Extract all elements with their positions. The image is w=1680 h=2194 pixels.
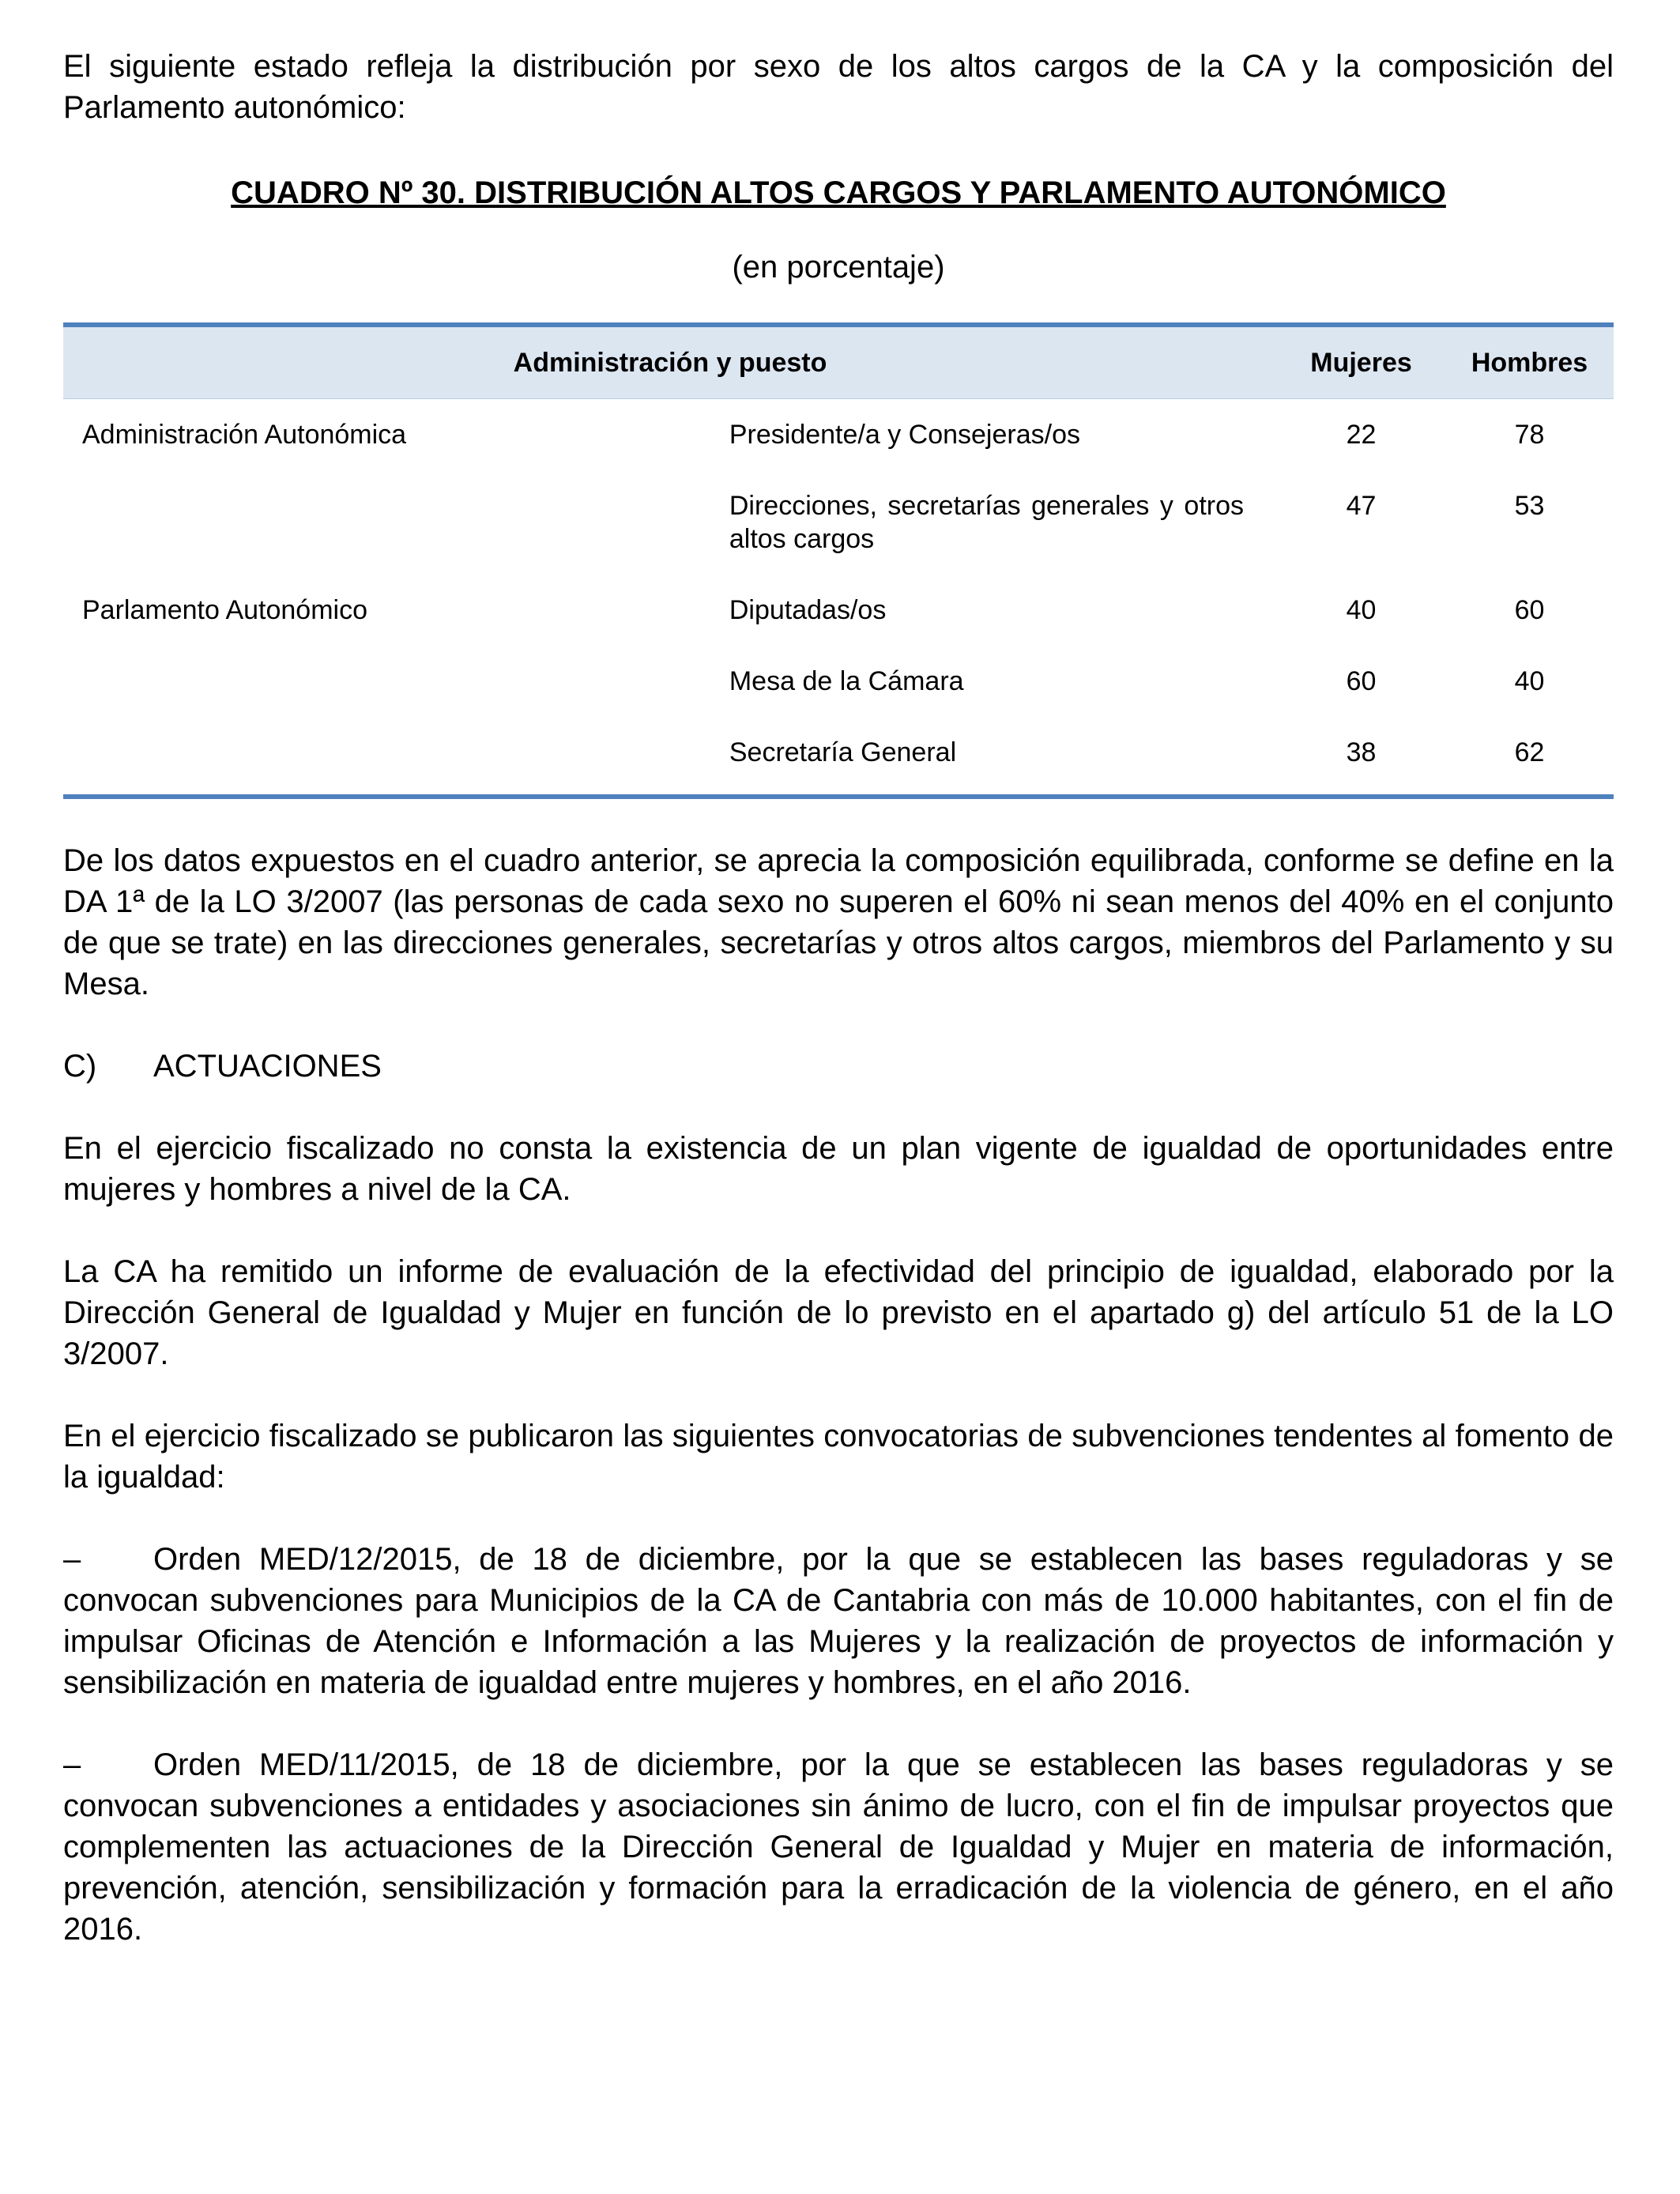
cell-hombres: 60 <box>1514 595 1545 625</box>
cell-mujeres: 60 <box>1346 666 1377 696</box>
list-item <box>63 1744 1614 1950</box>
table-row <box>63 470 1614 575</box>
section-label: C) <box>63 1049 97 1084</box>
list-item-text: Orden MED/11/2015, de 18 de diciembre, por la que se establecen las bases reguladoras y se convocan subvenciones a entidades y asociaciones sin ánimo de lucro, con el fin de impulsar proyectos que complementen las actuaciones de la Dirección General de Igualdad y Mujer en materia de información, prevención, atención, sensibilización y formación para la erradicación de la violencia de género, en el año 2016. <box>63 1747 1614 1947</box>
distribution-table <box>63 322 1614 799</box>
table-row <box>63 717 1614 797</box>
table-row <box>63 399 1614 471</box>
intro-paragraph: El siguiente estado refleja la distribución por sexo de los altos cargos de la CA y la composición del Parlamento autonómico: <box>63 49 1614 125</box>
list-item <box>63 1539 1614 1703</box>
cell-puesto: Presidente/a y Consejeras/os <box>729 420 1080 450</box>
cell-puesto: Diputadas/os <box>729 595 887 625</box>
table-header-row <box>63 325 1614 399</box>
section-title: ACTUACIONES <box>153 1049 382 1084</box>
analysis-paragraph: De los datos expuestos en el cuadro anterior, se aprecia la composición equilibrada, conforme se define en la DA 1ª de la LO 3/2007 (las personas de cada sexo no superen el 60% ni sean menos del 40% en el conjunto de que se trate) en las direcciones generales, secretarías y otros altos cargos, miembros del Parlamento y su Mesa. <box>63 843 1614 1001</box>
cell-puesto: Secretaría General <box>729 717 1277 797</box>
cell-admin <box>63 646 729 717</box>
header-hombres: Hombres <box>1445 325 1614 399</box>
list-item-text: Orden MED/12/2015, de 18 de diciembre, por la que se establecen las bases reguladoras y se convocan subvenciones para Municipios de la CA de Cantabria con más de 10.000 habitantes, con el fin de impulsar Oficinas de Atención e Información a las Mujeres y la realización de proyectos de información y sensibilización en materia de igualdad entre mujeres y hombres, en el año 2016. <box>63 1542 1614 1700</box>
list-bullet: – <box>63 1542 81 1577</box>
table-row <box>63 646 1614 717</box>
document-page <box>63 46 1614 1950</box>
table-row <box>63 575 1614 646</box>
cell-hombres: 40 <box>1514 666 1545 696</box>
cell-hombres: 78 <box>1514 420 1545 450</box>
header-mujeres: Mujeres <box>1277 325 1445 399</box>
list-bullet: – <box>63 1747 81 1782</box>
cell-puesto: Mesa de la Cámara <box>729 666 964 696</box>
cell-puesto: Direcciones, secretarías generales y otros altos cargos <box>729 491 1245 554</box>
cell-admin: Parlamento Autonómico <box>82 595 367 625</box>
plan-paragraph: En el ejercicio fiscalizado no consta la existencia de un plan vigente de igualdad de oportunidades entre mujeres y hombres a nivel de la CA. <box>63 1131 1614 1207</box>
cell-mujeres: 38 <box>1277 717 1445 797</box>
cell-mujeres: 40 <box>1346 595 1377 625</box>
cell-admin: Administración Autonómica <box>82 420 407 450</box>
cell-admin <box>63 470 729 575</box>
cell-hombres: 62 <box>1445 717 1614 797</box>
convocatorias-paragraph: En el ejercicio fiscalizado se publicaron las siguientes convocatorias de subvenciones tendentes al fomento de la igualdad: <box>63 1419 1614 1495</box>
informe-paragraph: La CA ha remitido un informe de evaluación de la efectividad del principio de igualdad, elaborado por la Dirección General de Igualdad y Mujer en función de lo previsto en el apartado g) del artículo 51 de la LO 3/2007. <box>63 1254 1614 1371</box>
table-subtitle: (en porcentaje) <box>732 250 945 285</box>
table-title: CUADRO Nº 30. DISTRIBUCIÓN ALTOS CARGOS Y PARLAMENTO AUTONÓMICO <box>231 175 1446 210</box>
cell-mujeres: 47 <box>1346 491 1377 521</box>
header-administracion: Administración y puesto <box>63 325 1277 399</box>
cell-hombres: 53 <box>1514 491 1545 521</box>
cell-mujeres: 22 <box>1346 420 1377 450</box>
cell-admin <box>63 717 729 797</box>
section-heading <box>63 1046 1614 1087</box>
